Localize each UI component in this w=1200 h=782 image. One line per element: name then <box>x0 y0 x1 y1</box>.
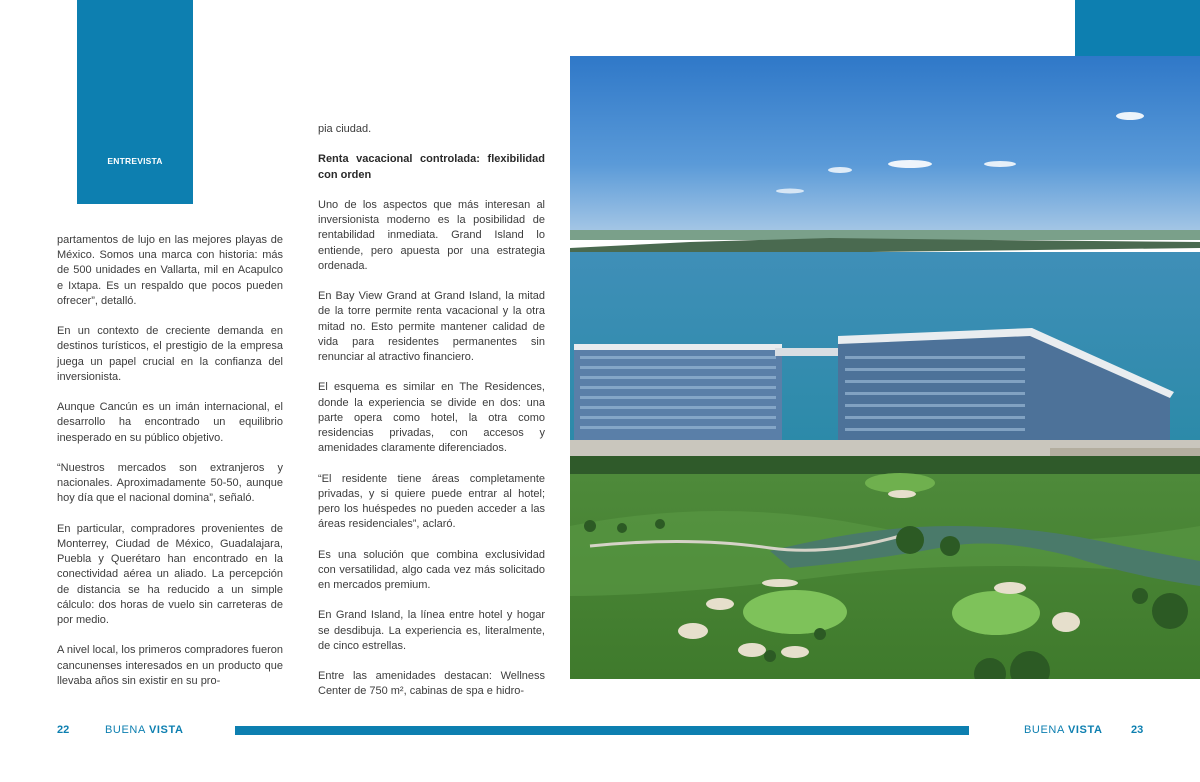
corner-tab <box>1075 0 1200 56</box>
brand-bold: VISTA <box>1067 724 1103 736</box>
paragraph: partamentos de lujo en las mejores playas de México. Somos una marca con historia: más de 500 unidades en Vallarta, mil en Acapulco e Ixtapa. Es un respaldo que pocos pueden ofrecer”, detalló. <box>57 234 283 307</box>
subheading: Renta vacacional controlada: flexibilidad con orden <box>318 153 545 181</box>
magazine-brand-right <box>1024 724 1103 736</box>
section-tab <box>77 0 193 204</box>
footer-bar <box>235 726 969 735</box>
page-number-right: 23 <box>1131 724 1144 736</box>
paragraph: Aunque Cancún es un imán internacional, el desarrollo ha encontrado un equilibrio inesperado en su público objetivo. <box>57 401 283 444</box>
magazine-brand-left <box>105 724 184 736</box>
brand-light: BUENA <box>105 724 146 736</box>
paragraph: En Bay View Grand at Grand Island, la mitad de la torre permite renta vacacional y la otra mitad no. Esto permite mantener calidad de vida para residentes permanentes sin renunciar al atractivo financiero. <box>318 290 545 363</box>
aerial-photo <box>570 56 1200 679</box>
paragraph: pia ciudad. <box>318 123 372 135</box>
paragraph: En Grand Island, la línea entre hotel y hogar se desdibuja. La experiencia es, literalmente, de cinco estrellas. <box>318 609 545 652</box>
paragraph: “El residente tiene áreas completamente privadas, y si quiere puede entrar al hotel; pero los huéspedes no pueden acceder a las áreas residenciales”, aclaró. <box>318 472 545 531</box>
brand-light: BUENA <box>1024 724 1065 736</box>
page-number-left: 22 <box>57 724 70 736</box>
brand-bold: VISTA <box>148 724 184 736</box>
article-column-right <box>318 122 545 715</box>
paragraph: En particular, compradores provenientes de Monterrey, Ciudad de México, Guadalajara, Puebla y Querétaro han encontrado en la conectividad aérea un aliado. La percepción de distancia se ha reducido a un simple cálculo: dos horas de vuelo sin carreteras de por medio. <box>57 522 283 627</box>
paragraph: Uno de los aspectos que más interesan al inversionista moderno es la posibilidad de rentabilidad inmediata. Grand Island lo entiende, pero apuesta por una estrategia ordenada. <box>318 198 545 272</box>
section-label: ENTREVISTA <box>107 156 163 166</box>
paragraph: “Nuestros mercados son extranjeros y nacionales. Aproximadamente 50-50, aunque hoy día que el nacional domina”, señaló. <box>57 462 283 505</box>
paragraph: A nivel local, los primeros compradores fueron cancunenses interesados en un producto que llevaba años sin existir en su pro- <box>57 644 283 687</box>
article-column-left <box>57 233 283 704</box>
paragraph: Entre las amenidades destacan: Wellness Center de 750 m², cabinas de spa e hidro- <box>318 670 545 698</box>
paragraph: El esquema es similar en The Residences, donde la experiencia se divide en dos: una parte opera como hotel, la otra como residencias privadas, con accesos y amenidades claramente diferenciados. <box>318 381 545 455</box>
paragraph: Es una solución que combina exclusividad con versatilidad, algo cada vez más solicitado en mercados premium. <box>318 548 545 591</box>
paragraph: En un contexto de creciente demanda en destinos turísticos, el prestigio de la empresa juega un papel crucial en la confianza del inversionista. <box>57 325 283 383</box>
